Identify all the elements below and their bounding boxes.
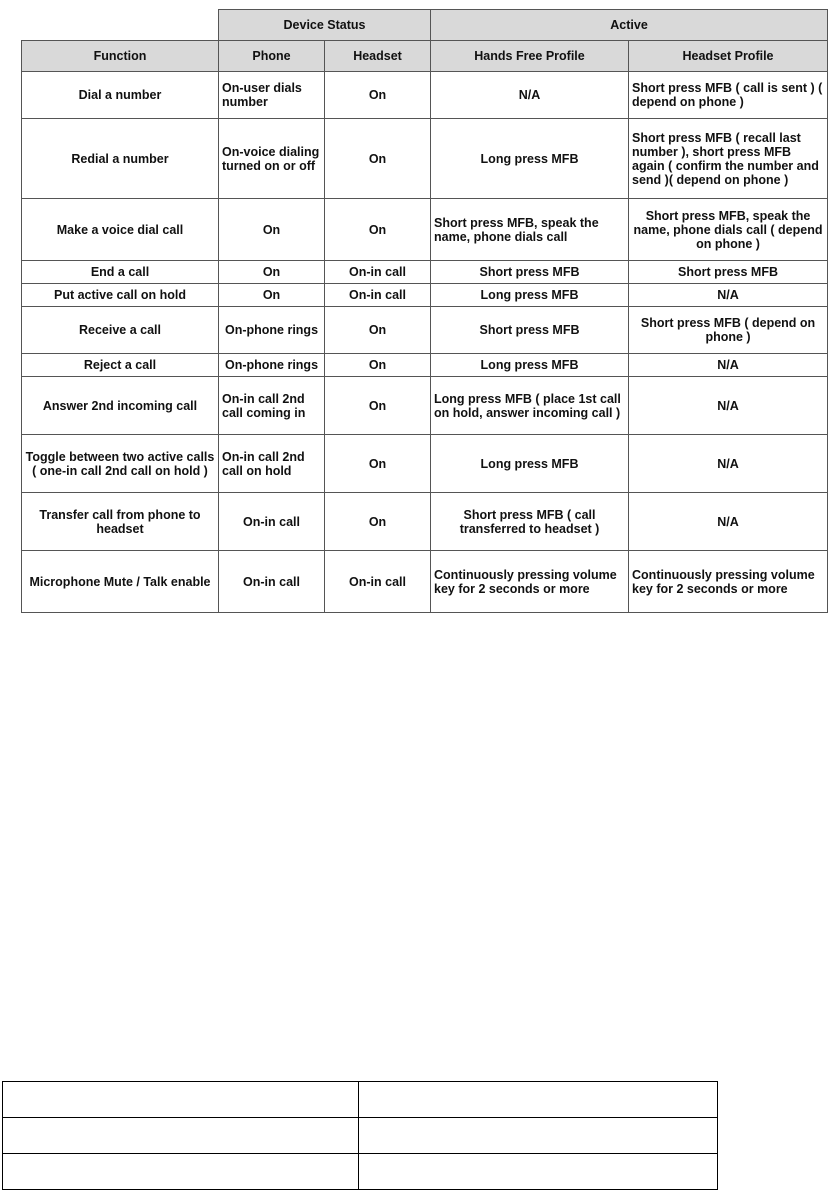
function-cell: Dial a number: [22, 72, 219, 119]
empty-table: [2, 1081, 718, 1190]
table-row: [22, 261, 828, 284]
phone-cell: On: [219, 284, 325, 307]
hfp-cell: Long press MFB: [431, 435, 629, 493]
function-cell: Redial a number: [22, 119, 219, 199]
function-cell: Make a voice dial call: [22, 199, 219, 261]
function-cell: Toggle between two active calls ( one-in call 2nd call on hold ): [22, 435, 219, 493]
hsp-cell: Short press MFB, speak the name, phone dials call ( depend on phone ): [629, 199, 828, 261]
headset-cell: On-in call: [325, 551, 431, 613]
headset-cell: On-in call: [325, 284, 431, 307]
empty-cell: [3, 1154, 359, 1190]
header-headset-profile: Headset Profile: [629, 41, 828, 72]
table-row: [22, 307, 828, 354]
phone-cell: On-user dials number: [219, 72, 325, 119]
headset-cell: On: [325, 307, 431, 354]
hsp-cell: N/A: [629, 284, 828, 307]
headset-cell: On: [325, 354, 431, 377]
table-row: [22, 435, 828, 493]
hfp-cell: Short press MFB: [431, 261, 629, 284]
header-active: Active: [431, 10, 828, 41]
phone-cell: On-in call 2nd call coming in: [219, 377, 325, 435]
header-function: Function: [22, 41, 219, 72]
hfp-cell: Continuously pressing volume key for 2 seconds or more: [431, 551, 629, 613]
header-phone: Phone: [219, 41, 325, 72]
hfp-cell: Long press MFB: [431, 119, 629, 199]
hsp-cell: N/A: [629, 377, 828, 435]
headset-cell: On: [325, 119, 431, 199]
phone-cell: On-phone rings: [219, 307, 325, 354]
empty-cell: [359, 1118, 718, 1154]
empty-cell: [3, 1118, 359, 1154]
hsp-cell: Short press MFB ( depend on phone ): [629, 307, 828, 354]
header-row-top: [22, 10, 828, 41]
hfp-cell: Long press MFB: [431, 354, 629, 377]
function-cell: Microphone Mute / Talk enable: [22, 551, 219, 613]
header-headset: Headset: [325, 41, 431, 72]
phone-cell: On-in call: [219, 493, 325, 551]
table-row: [22, 199, 828, 261]
hsp-cell: N/A: [629, 354, 828, 377]
hsp-cell: Short press MFB: [629, 261, 828, 284]
hsp-cell: N/A: [629, 435, 828, 493]
phone-cell: On: [219, 199, 325, 261]
header-hands-free-profile: Hands Free Profile: [431, 41, 629, 72]
hsp-cell: Continuously pressing volume key for 2 seconds or more: [629, 551, 828, 613]
hsp-cell: N/A: [629, 493, 828, 551]
phone-cell: On-voice dialing turned on or off: [219, 119, 325, 199]
table-row: [22, 493, 828, 551]
headset-cell: On: [325, 72, 431, 119]
hfp-cell: Long press MFB ( place 1st call on hold, answer incoming call ): [431, 377, 629, 435]
empty-cell: [359, 1082, 718, 1118]
phone-cell: On: [219, 261, 325, 284]
phone-cell: On-in call 2nd call on hold: [219, 435, 325, 493]
phone-cell: On-phone rings: [219, 354, 325, 377]
headset-cell: On: [325, 199, 431, 261]
headset-cell: On: [325, 377, 431, 435]
table-row: [22, 72, 828, 119]
header-device-status: Device Status: [219, 10, 431, 41]
header-row-columns: [22, 41, 828, 72]
headset-cell: On: [325, 435, 431, 493]
table-row: [22, 284, 828, 307]
function-cell: End a call: [22, 261, 219, 284]
table-row: [22, 551, 828, 613]
function-cell: Receive a call: [22, 307, 219, 354]
headset-cell: On-in call: [325, 261, 431, 284]
function-cell: Reject a call: [22, 354, 219, 377]
table-row: [22, 377, 828, 435]
empty-table-row: [3, 1154, 718, 1190]
hfp-cell: N/A: [431, 72, 629, 119]
function-cell: Transfer call from phone to headset: [22, 493, 219, 551]
hfp-cell: Short press MFB, speak the name, phone dials call: [431, 199, 629, 261]
headset-cell: On: [325, 493, 431, 551]
empty-table-row: [3, 1118, 718, 1154]
table-row: [22, 119, 828, 199]
function-table: [21, 9, 828, 613]
hsp-cell: Short press MFB ( recall last number ), short press MFB again ( confirm the number and send )( depend on phone ): [629, 119, 828, 199]
function-cell: Put active call on hold: [22, 284, 219, 307]
table-row: [22, 354, 828, 377]
hsp-cell: Short press MFB ( call is sent ) ( depend on phone ): [629, 72, 828, 119]
hfp-cell: Short press MFB ( call transferred to headset ): [431, 493, 629, 551]
empty-table-row: [3, 1082, 718, 1118]
hfp-cell: Long press MFB: [431, 284, 629, 307]
header-blank-cell: [22, 10, 219, 41]
empty-cell: [359, 1154, 718, 1190]
function-cell: Answer 2nd incoming call: [22, 377, 219, 435]
hfp-cell: Short press MFB: [431, 307, 629, 354]
empty-cell: [3, 1082, 359, 1118]
phone-cell: On-in call: [219, 551, 325, 613]
